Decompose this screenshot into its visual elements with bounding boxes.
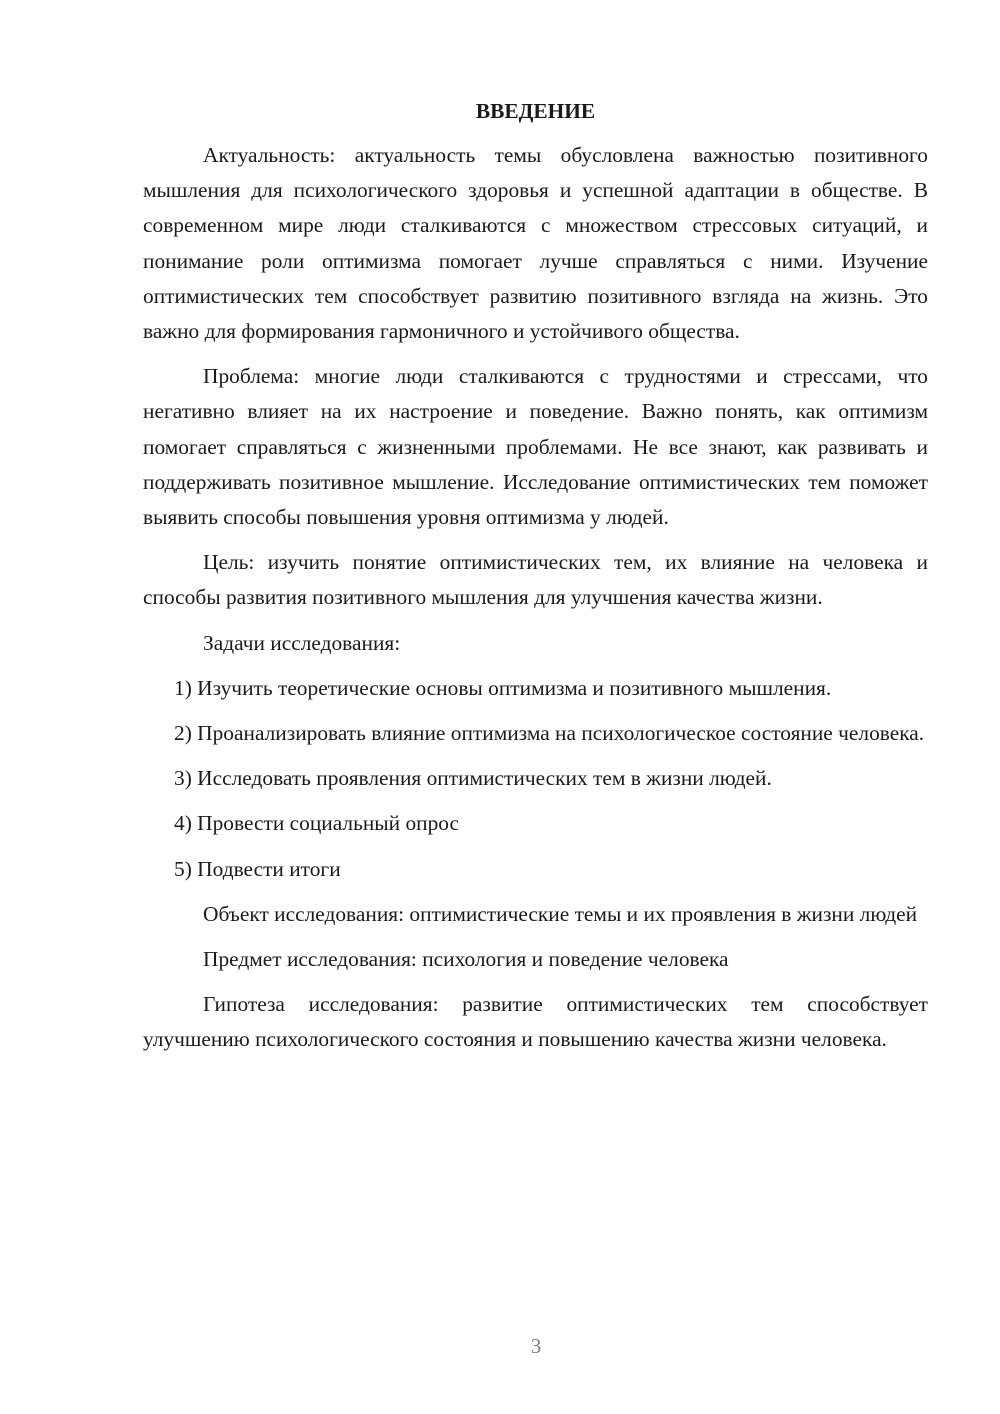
task-item: 3) Исследовать проявления оптимистических тем в жизни людей. [174, 766, 772, 791]
object-paragraph: Объект исследования: оптимистические темы и их проявления в жизни людей [203, 901, 918, 926]
goal-paragraph: Цель: изучить понятие оптимистических тем, их влияние на человека и способы развития позитивного мышления для улучшения качества жизни. [143, 550, 928, 610]
task-item: 5) Подвести итоги [174, 856, 341, 881]
task-item: 1) Изучить теоретические основы оптимизма и позитивного мышления. [174, 675, 832, 700]
page-title: ВВЕДЕНИЕ [475, 99, 596, 123]
relevance-paragraph: Актуальность: актуальность темы обусловлена важностью позитивного мышления для психологического здоровья и успешной адаптации в обществе. В современном мире люди сталкиваются с множеством стрессовых ситуаций, и понимание роли оптимизма помогает лучше справляться с ними. Изучение оптимистических тем способствует развитию позитивного взгляда на жизнь. Это важно для формирования гармоничного и устойчивого общества. [143, 143, 928, 344]
problem-paragraph: Проблема: многие люди сталкиваются с трудностями и стрессами, что негативно влияет на их настроение и поведение. Важно понять, как оптимизм помогает справляться с жизненными проблемами. Не все знают, как развивать и поддерживать позитивное мышление. Исследование оптимистических тем поможет выявить способы повышения уровня оптимизма у людей. [143, 364, 928, 530]
task-item: 2) Проанализировать влияние оптимизма на психологическое состояние человека. [174, 721, 925, 746]
subject-paragraph: Предмет исследования: психология и поведение человека [203, 947, 729, 972]
tasks-heading: Задачи исследования: [203, 630, 401, 655]
document-page [143, 94, 928, 1068]
hypothesis-paragraph: Гипотеза исследования: развитие оптимистических тем способствует улучшению психологического состояния и повышению качества жизни человека. [143, 992, 928, 1052]
task-item: 4) Провести социальный опрос [174, 811, 460, 836]
page-number: 3 [530, 1334, 542, 1358]
